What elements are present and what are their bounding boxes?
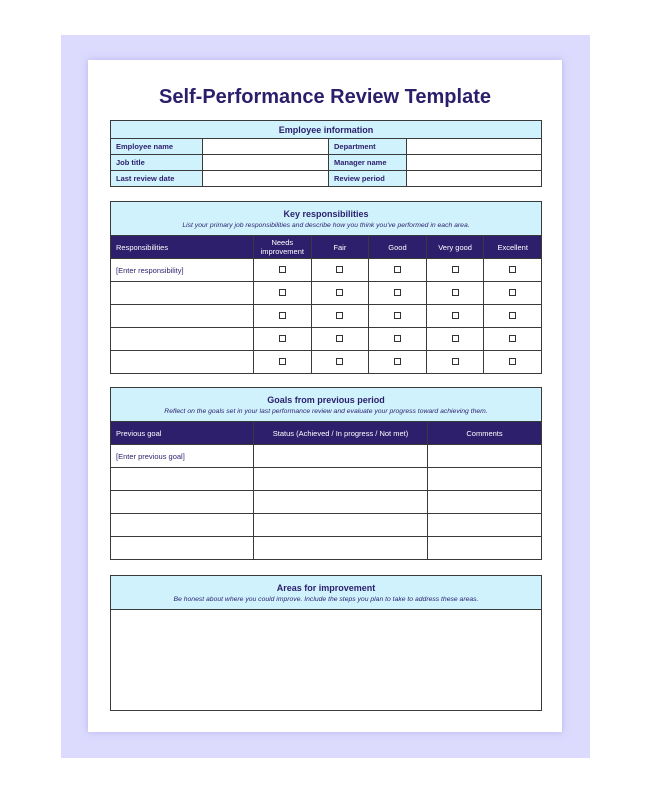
label-manager-name: Manager name: [329, 155, 407, 171]
label-department: Department: [329, 139, 407, 155]
table-row: [111, 259, 542, 282]
last-review-date-field[interactable]: [203, 171, 329, 187]
comments-field[interactable]: [428, 491, 542, 514]
comments-field[interactable]: [428, 445, 542, 468]
checkbox[interactable]: [394, 266, 401, 273]
table-row: [111, 305, 542, 328]
checkbox[interactable]: [509, 312, 516, 319]
page-title: Self-Performance Review Template: [159, 86, 491, 108]
col-fair: Fair: [311, 236, 369, 259]
previous-goal-field[interactable]: [111, 514, 254, 537]
label-review-period: Review period: [329, 171, 407, 187]
col-good: Good: [369, 236, 427, 259]
document-page: [88, 60, 562, 732]
checkbox[interactable]: [279, 358, 286, 365]
responsibilities-title: Key responsibilities: [283, 208, 369, 219]
checkbox[interactable]: [336, 335, 343, 342]
checkbox[interactable]: [394, 312, 401, 319]
goals-table: [110, 387, 542, 560]
improvement-heading: [111, 576, 542, 610]
label-last-review-date: Last review date: [111, 171, 203, 187]
table-row: [111, 282, 542, 305]
responsibilities-table: [110, 201, 542, 374]
employee-info-heading: Employee information: [111, 121, 542, 139]
checkbox[interactable]: [279, 266, 286, 273]
checkbox[interactable]: [336, 312, 343, 319]
comments-field[interactable]: [428, 537, 542, 560]
comments-field[interactable]: [428, 514, 542, 537]
label-employee-name: Employee name: [111, 139, 203, 155]
improvement-title: Areas for improvement: [276, 582, 376, 593]
checkbox[interactable]: [336, 289, 343, 296]
improvement-subtitle: Be honest about where you could improve. Include the steps you plan to take to address these areas.: [173, 595, 479, 603]
improvement-text-area[interactable]: [111, 610, 542, 711]
comments-field[interactable]: [428, 468, 542, 491]
checkbox[interactable]: [336, 266, 343, 273]
col-comments: Comments: [428, 422, 542, 445]
col-previous-goal: Previous goal: [111, 422, 254, 445]
checkbox[interactable]: [394, 358, 401, 365]
table-row: [111, 445, 542, 468]
checkbox[interactable]: [336, 358, 343, 365]
goals-heading: [111, 388, 542, 422]
previous-goal-field[interactable]: [111, 491, 254, 514]
checkbox[interactable]: [394, 335, 401, 342]
checkbox[interactable]: [279, 289, 286, 296]
checkbox[interactable]: [279, 335, 286, 342]
checkbox[interactable]: [509, 289, 516, 296]
goals-title: Goals from previous period: [267, 394, 385, 405]
responsibility-field[interactable]: [111, 305, 254, 328]
responsibility-field[interactable]: [111, 282, 254, 305]
responsibilities-heading: [111, 202, 542, 236]
previous-goal-field[interactable]: [111, 537, 254, 560]
col-responsibilities: Responsibilities: [111, 236, 254, 259]
checkbox[interactable]: [452, 335, 459, 342]
checkbox[interactable]: [452, 312, 459, 319]
checkbox[interactable]: [452, 266, 459, 273]
review-period-field[interactable]: [407, 171, 542, 187]
col-status: Status (Achieved / In progress / Not met): [254, 422, 428, 445]
responsibilities-subtitle: List your primary job responsibilities and describe how you think you've performed in each area.: [182, 221, 470, 229]
col-excellent: Excellent: [484, 236, 542, 259]
col-very-good: Very good: [426, 236, 484, 259]
col-needs-improvement: Needs improvement: [254, 236, 312, 259]
status-field[interactable]: [254, 491, 428, 514]
status-field[interactable]: [254, 468, 428, 491]
job-title-field[interactable]: [203, 155, 329, 171]
table-row: [111, 351, 542, 374]
checkbox[interactable]: [394, 289, 401, 296]
responsibility-field[interactable]: [111, 351, 254, 374]
responsibility-field[interactable]: [Enter responsibility]: [111, 259, 254, 282]
goals-subtitle: Reflect on the goals set in your last performance review and evaluate your progress toward achieving them.: [164, 407, 488, 415]
status-field[interactable]: [254, 537, 428, 560]
checkbox[interactable]: [509, 266, 516, 273]
checkbox[interactable]: [509, 335, 516, 342]
department-field[interactable]: [407, 139, 542, 155]
employee-info-table: [110, 120, 542, 187]
checkbox[interactable]: [452, 289, 459, 296]
checkbox[interactable]: [452, 358, 459, 365]
responsibility-field[interactable]: [111, 328, 254, 351]
table-row: [111, 537, 542, 560]
previous-goal-field[interactable]: [111, 468, 254, 491]
table-row: [111, 491, 542, 514]
improvement-table: [110, 575, 542, 711]
previous-goal-field[interactable]: [Enter previous goal]: [111, 445, 254, 468]
checkbox[interactable]: [509, 358, 516, 365]
table-row: [111, 468, 542, 491]
employee-name-field[interactable]: [203, 139, 329, 155]
checkbox[interactable]: [279, 312, 286, 319]
table-row: [111, 514, 542, 537]
table-row: [111, 328, 542, 351]
manager-name-field[interactable]: [407, 155, 542, 171]
status-field[interactable]: [254, 445, 428, 468]
status-field[interactable]: [254, 514, 428, 537]
label-job-title: Job title: [111, 155, 203, 171]
